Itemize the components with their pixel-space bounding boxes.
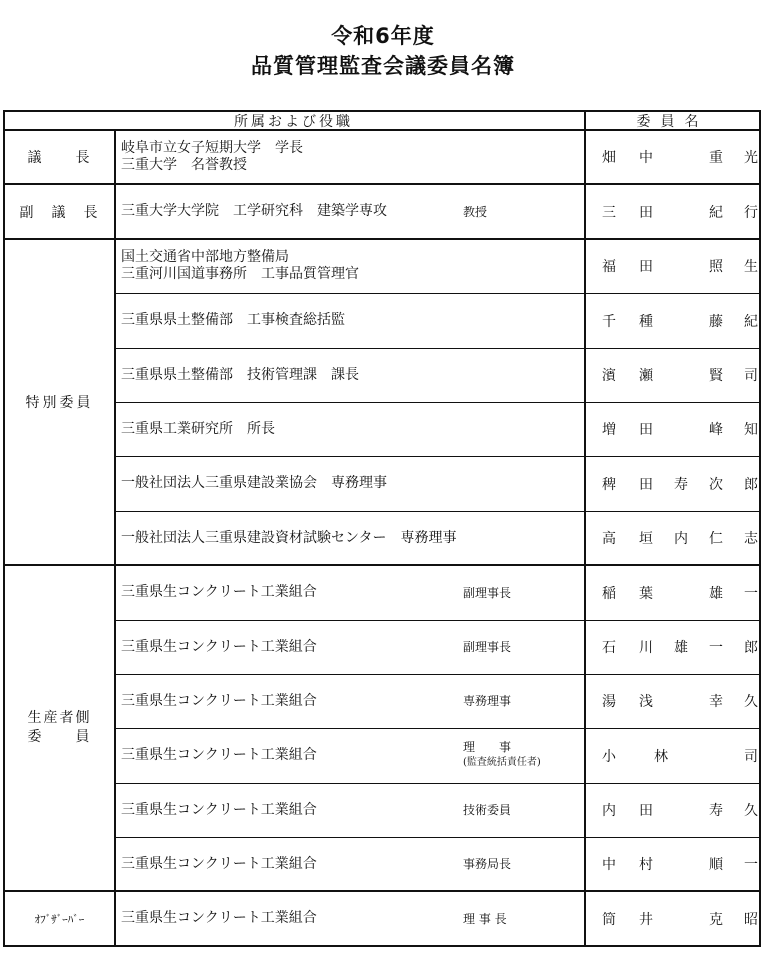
member-name-char: 三 bbox=[602, 204, 616, 221]
member-name bbox=[584, 837, 761, 891]
position-title: 事務局長 bbox=[463, 857, 512, 871]
member-name bbox=[584, 184, 761, 239]
header-affiliation: 所属および役職 bbox=[234, 113, 353, 130]
member-name-char: 久 bbox=[744, 694, 758, 710]
member-name-char: 生 bbox=[744, 259, 758, 275]
affiliation-cell bbox=[116, 674, 584, 728]
member-name-char: 幸 bbox=[709, 694, 723, 710]
member-name-char: 郎 bbox=[744, 640, 758, 656]
member-name-char: 賢 bbox=[709, 368, 723, 384]
affiliation-line: 三重県生コンクリート工業組合 bbox=[121, 910, 317, 926]
affiliation-cell bbox=[116, 456, 584, 511]
member-name-char: 重 bbox=[709, 150, 723, 166]
category-vice-chair: 副 議 長 bbox=[19, 204, 100, 221]
table-row bbox=[3, 293, 761, 348]
table-row bbox=[3, 783, 761, 837]
position-title: 理 事 長 bbox=[463, 911, 507, 926]
member-name bbox=[584, 565, 761, 620]
affiliation-line: 三重県生コンクリート工業組合 bbox=[121, 855, 317, 872]
member-name-char: 高 bbox=[602, 531, 616, 547]
member-name-char: 筒 bbox=[602, 911, 616, 928]
member-name-char: 村 bbox=[639, 857, 653, 873]
member-name-char: 司 bbox=[744, 368, 758, 384]
member-name-char: 一 bbox=[744, 585, 758, 602]
member-name bbox=[584, 130, 761, 184]
table-row bbox=[3, 837, 761, 891]
member-name-char: 千 bbox=[602, 313, 616, 330]
member-name bbox=[584, 239, 761, 293]
member-name-char: 志 bbox=[744, 531, 758, 547]
affiliation-line: 三重大学 名誉教授 bbox=[121, 157, 247, 173]
affiliation-line: 一般社団法人三重県建設資材試験センター 専務理事 bbox=[121, 529, 457, 546]
member-name-char: 湯 bbox=[602, 694, 616, 710]
position-title: 専務理事 bbox=[463, 694, 512, 708]
member-name-char: 瀬 bbox=[639, 368, 653, 384]
affiliation-cell bbox=[116, 130, 584, 184]
member-name bbox=[584, 674, 761, 728]
member-name-char: 仁 bbox=[709, 531, 723, 547]
member-name-char: 稲 bbox=[602, 585, 616, 602]
member-name-char: 雄 bbox=[709, 585, 723, 602]
category-producer-line2: 委 員 bbox=[27, 729, 92, 745]
member-name-char: 田 bbox=[639, 803, 653, 819]
category-producer-line1: 生産者側 bbox=[27, 710, 92, 726]
member-name-char: 藤 bbox=[709, 313, 723, 330]
member-name-char: 川 bbox=[639, 640, 653, 656]
member-name-char: 光 bbox=[744, 150, 758, 166]
affiliation-line: 三重県生コンクリート工業組合 bbox=[121, 801, 317, 818]
affiliation-cell bbox=[116, 184, 584, 239]
position-title: 副理事長 bbox=[463, 585, 512, 600]
member-name bbox=[584, 511, 761, 565]
member-name bbox=[584, 728, 761, 783]
affiliation-line: 三重県生コンクリート工業組合 bbox=[121, 584, 317, 600]
member-name-char: 次 bbox=[709, 476, 723, 493]
affiliation-cell bbox=[116, 402, 584, 456]
affiliation-cell bbox=[116, 511, 584, 565]
member-name-char: 行 bbox=[744, 204, 758, 221]
member-name-char: 昭 bbox=[744, 911, 758, 928]
affiliation-cell bbox=[116, 348, 584, 402]
member-name-char: 峰 bbox=[709, 422, 723, 438]
member-name bbox=[584, 891, 761, 946]
member-name bbox=[584, 783, 761, 837]
position-title-line: 理 事 bbox=[463, 739, 512, 754]
member-name-char: 内 bbox=[674, 531, 688, 547]
table-row bbox=[3, 402, 761, 456]
affiliation-line: 一般社団法人三重県建設業協会 専務理事 bbox=[121, 475, 387, 491]
affiliation-line: 三重県県土整備部 工事検査総括監 bbox=[121, 312, 345, 328]
table-row bbox=[3, 674, 761, 728]
affiliation-line: 国土交通省中部地方整備局 bbox=[121, 249, 289, 265]
member-name-char: 葉 bbox=[639, 585, 653, 602]
table-row bbox=[3, 239, 761, 293]
table-row bbox=[3, 565, 761, 620]
affiliation-line: 三重県生コンクリート工業組合 bbox=[121, 638, 317, 655]
member-name-char: 稗 bbox=[602, 476, 616, 493]
document-title bbox=[0, 22, 766, 80]
member-name-char: 福 bbox=[602, 259, 616, 275]
affiliation-cell bbox=[116, 783, 584, 837]
table-row bbox=[3, 456, 761, 511]
affiliation-line: 三重県県土整備部 技術管理課 課長 bbox=[121, 366, 359, 383]
member-name-char: 一 bbox=[744, 857, 758, 873]
table-row bbox=[3, 130, 761, 184]
member-name-char: 克 bbox=[709, 911, 723, 928]
table-row bbox=[3, 728, 761, 783]
affiliation-line: 三重大学大学院 工学研究科 建築学専攻 bbox=[121, 203, 387, 219]
member-name-char: 内 bbox=[602, 803, 616, 819]
member-name-char: 浅 bbox=[639, 694, 653, 710]
member-name-char: 中 bbox=[602, 857, 616, 873]
member-name-char: 濱 bbox=[602, 368, 616, 384]
table-row bbox=[3, 891, 761, 946]
category-special-members: 特別委員 bbox=[25, 395, 94, 411]
member-name bbox=[584, 620, 761, 674]
table-row bbox=[3, 620, 761, 674]
position-title bbox=[463, 739, 541, 771]
position-title: 副理事長 bbox=[463, 640, 512, 654]
member-name-char: 紀 bbox=[744, 313, 758, 330]
affiliation-cell bbox=[116, 565, 584, 620]
affiliation-line: 岐阜市立女子短期大学 学長 bbox=[121, 140, 303, 156]
position-title-note: (監査統括責任者) bbox=[463, 756, 541, 768]
member-name-char: 井 bbox=[639, 911, 653, 928]
affiliation-cell bbox=[116, 837, 584, 891]
member-name-char: 石 bbox=[602, 640, 616, 656]
member-name-char: 久 bbox=[744, 803, 758, 819]
affiliation-cell bbox=[116, 620, 584, 674]
affiliation-cell bbox=[116, 891, 584, 946]
member-name-char: 寿 bbox=[709, 803, 723, 819]
member-name bbox=[584, 402, 761, 456]
member-name-char: 垣 bbox=[639, 531, 653, 547]
member-name-char: 順 bbox=[709, 857, 723, 873]
category-chair: 議 長 bbox=[27, 150, 92, 166]
affiliation-line: 三重県生コンクリート工業組合 bbox=[121, 747, 317, 763]
member-name bbox=[584, 293, 761, 348]
member-name-char: 増 bbox=[602, 422, 616, 438]
affiliation-line: 三重県生コンクリート工業組合 bbox=[121, 692, 317, 709]
member-name bbox=[584, 456, 761, 511]
member-name-char: 田 bbox=[639, 204, 653, 221]
table-row bbox=[3, 511, 761, 565]
title-year: 令和6年度 bbox=[331, 24, 435, 48]
affiliation-cell bbox=[116, 239, 584, 293]
position-title: 教授 bbox=[463, 204, 488, 219]
member-name-char: 郎 bbox=[744, 476, 758, 493]
affiliation-cell bbox=[116, 293, 584, 348]
member-name-char: 紀 bbox=[709, 204, 723, 221]
header-member-name: 委員名 bbox=[636, 113, 709, 130]
member-name-char: 一 bbox=[709, 640, 723, 656]
member-name-char: 田 bbox=[639, 422, 653, 438]
table-row bbox=[3, 184, 761, 239]
member-name bbox=[584, 348, 761, 402]
table-row bbox=[3, 348, 761, 402]
member-name-char: 田 bbox=[639, 259, 653, 275]
title-main: 品質管理監査会議委員名簿 bbox=[251, 54, 515, 78]
member-name-char: 中 bbox=[639, 150, 653, 166]
member-name-char: 田 bbox=[639, 476, 653, 493]
member-name-char: 照 bbox=[709, 259, 723, 275]
member-name-char: 司 bbox=[744, 748, 758, 765]
member-name-char: 寿 bbox=[674, 476, 688, 493]
member-name-char: 知 bbox=[744, 422, 758, 438]
member-name-char: 雄 bbox=[674, 640, 688, 656]
affiliation-line: 三重県工業研究所 所長 bbox=[121, 420, 275, 437]
member-name-char: 種 bbox=[639, 313, 653, 330]
member-name-char: 林 bbox=[654, 748, 668, 765]
member-name-char: 畑 bbox=[602, 150, 616, 166]
member-name-char: 小 bbox=[602, 748, 616, 765]
affiliation-line: 三重河川国道事務所 工事品質管理官 bbox=[121, 266, 359, 282]
category-observer: ｵﾌﾞｻﾞｰﾊﾞｰ bbox=[34, 912, 85, 926]
position-title: 技術委員 bbox=[463, 803, 512, 817]
